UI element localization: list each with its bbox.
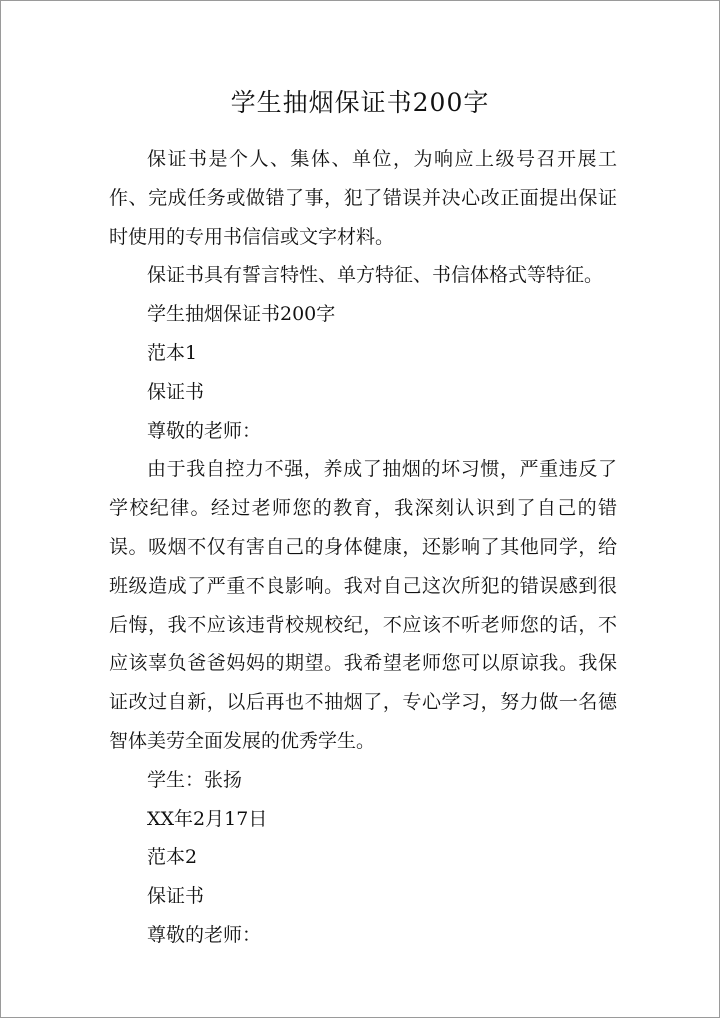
sample1-label: 范本1 bbox=[147, 341, 198, 364]
sample1-signature: 学生：张扬 bbox=[147, 768, 243, 791]
subtitle-line: 学生抽烟保证书200字 bbox=[147, 303, 336, 326]
sample1-heading: 保证书 bbox=[147, 380, 205, 403]
sample1-body: 由于我自控力不强，养成了抽烟的坏习惯，严重违反了学校纪律。经过老师您的教育，我深刻认识到了自己的错误。吸烟不仅有害自己的身体健康，还影响了其他同学，给班级造成了严重不良影响。我对自己这次所犯的错误感到很后悔，我不应该违背校规校纪，不应该不听老师您的话，不应该辜负爸爸妈妈的期望。我希望老师您可以原谅我。我保证改过自新，以后再也不抽烟了，专心学习，努力做一名德智体美劳全面发展的优秀学生。 bbox=[109, 458, 617, 752]
sample2-heading: 保证书 bbox=[147, 885, 205, 908]
document-title: 学生抽烟保证书200字 bbox=[230, 88, 490, 117]
document-body bbox=[109, 140, 617, 955]
sample1-salutation: 尊敬的老师： bbox=[147, 419, 262, 442]
features-paragraph: 保证书具有誓言特性、单方特征、书信体格式等特征。 bbox=[147, 264, 604, 287]
sample2-salutation: 尊敬的老师： bbox=[147, 923, 262, 946]
sample1-date: XX年2月17日 bbox=[147, 807, 268, 830]
intro-paragraph: 保证书是个人、集体、单位，为响应上级号召开展工作、完成任务或做错了事，犯了错误并决心改正面提出保证时使用的专用书信信或文字材料。 bbox=[109, 148, 617, 248]
sample2-label: 范本2 bbox=[147, 846, 198, 869]
